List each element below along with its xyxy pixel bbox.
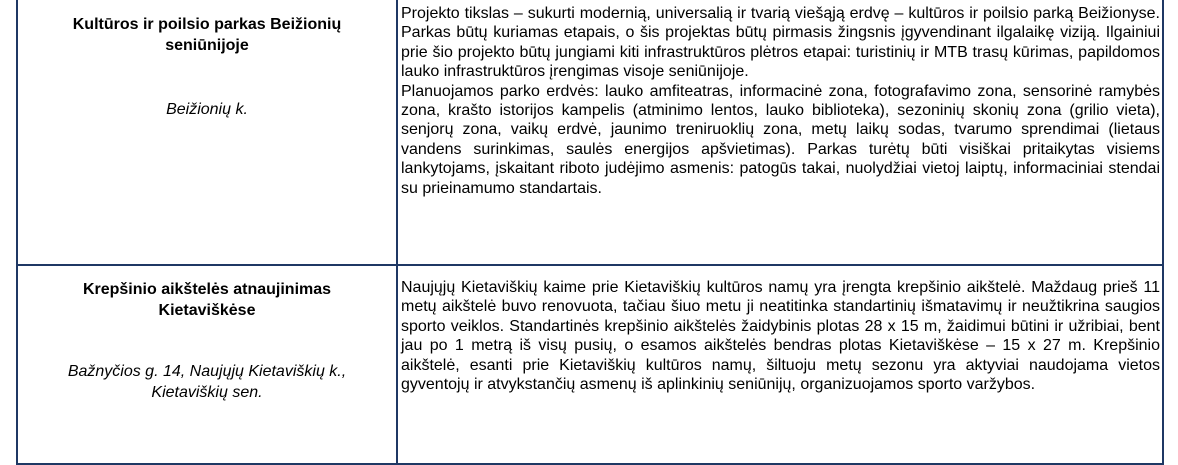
description-paragraph: Naujųjų Kietaviškių kaime prie Kietaviškių kultūros namų yra įrengta krepšinio aikštelė. Maždaug prieš 11 metų aikštelė buvo renovuota, tačiau šiuo metu ji neatitinka standartinių išmatavimų ir neužtikrina saugios sporto veiklos. Standartinės krepšinio aikštelės žaidybinis plotas 28 x 15 m, žaidimui būtini ir užribiai, bent jau po 1 metrą iš visų pusių, o esamos aikštelės bendras plotas Kietaviškėse – 15 x 27 m. Krepšinio aikštelė, esanti prie Kietaviškių kultūros namų, šiltuoju metų sezonu yra aktyviai naudojama vietos gyventojų ir atvykstančių asmenų iš aplinkinių seniūnijų, organizuojamos sporto varžybos. xyxy=(401,279,1160,394)
project-title: Kultūros ir poilsio parkas Beižionių seniūnijoje xyxy=(72,16,342,54)
projects-table xyxy=(16,0,1164,465)
project-location: Bažnyčios g. 14, Naujųjų Kietaviškių k., Kietaviškių sen. xyxy=(67,363,347,401)
project-description-cell xyxy=(397,0,1163,265)
project-description-cell xyxy=(397,265,1163,464)
table-row xyxy=(17,265,1163,464)
project-location: Beižionių k. xyxy=(166,101,248,118)
description-paragraph: Planuojamos parko erdvės: lauko amfiteatras, informacinė zona, fotografavimo zona, sensorinė ramybės zona, krašto istorijos kampelis (atminimo lentos, lauko biblioteka), sezoninių skonių zona (grilio vieta), senjorų zona, vaikų erdvė, jaunimo treniruoklių zona, metų laikų sodas, tvarumo sprendimai (lietaus vandens surinkimas, saulės energijos apšvietimas). Parkas turėtų būti visiškai pritaikytas visiems lankytojams, įskaitant riboto judėjimo asmenis: patogūs takai, nuolydžiai vietoj laiptų, informaciniai stendai su prieinamumo standartais. xyxy=(401,82,1160,197)
project-name-cell xyxy=(17,0,397,265)
table-row xyxy=(17,0,1163,265)
project-title: Krepšinio aikštelės atnaujinimas Kietaviškėse xyxy=(82,281,332,319)
description-paragraph: Projekto tikslas – sukurti modernią, universalią ir tvarią viešąją erdvę – kultūros ir poilsio parką Beižionyse. Parkas būtų kuriamas etapais, o šis projektas būtų pirmasis žingsnis įgyvendinant ilgalaikę viziją. Ilgainiui prie šio projekto būtų jungiami kiti infrastruktūros plėtros etapai: turistinių ir MTB trasų kūrimas, papildomos lauko infrastruktūros įrengimas visoje seniūnijoje. xyxy=(401,5,1160,81)
project-name-cell xyxy=(17,265,397,464)
